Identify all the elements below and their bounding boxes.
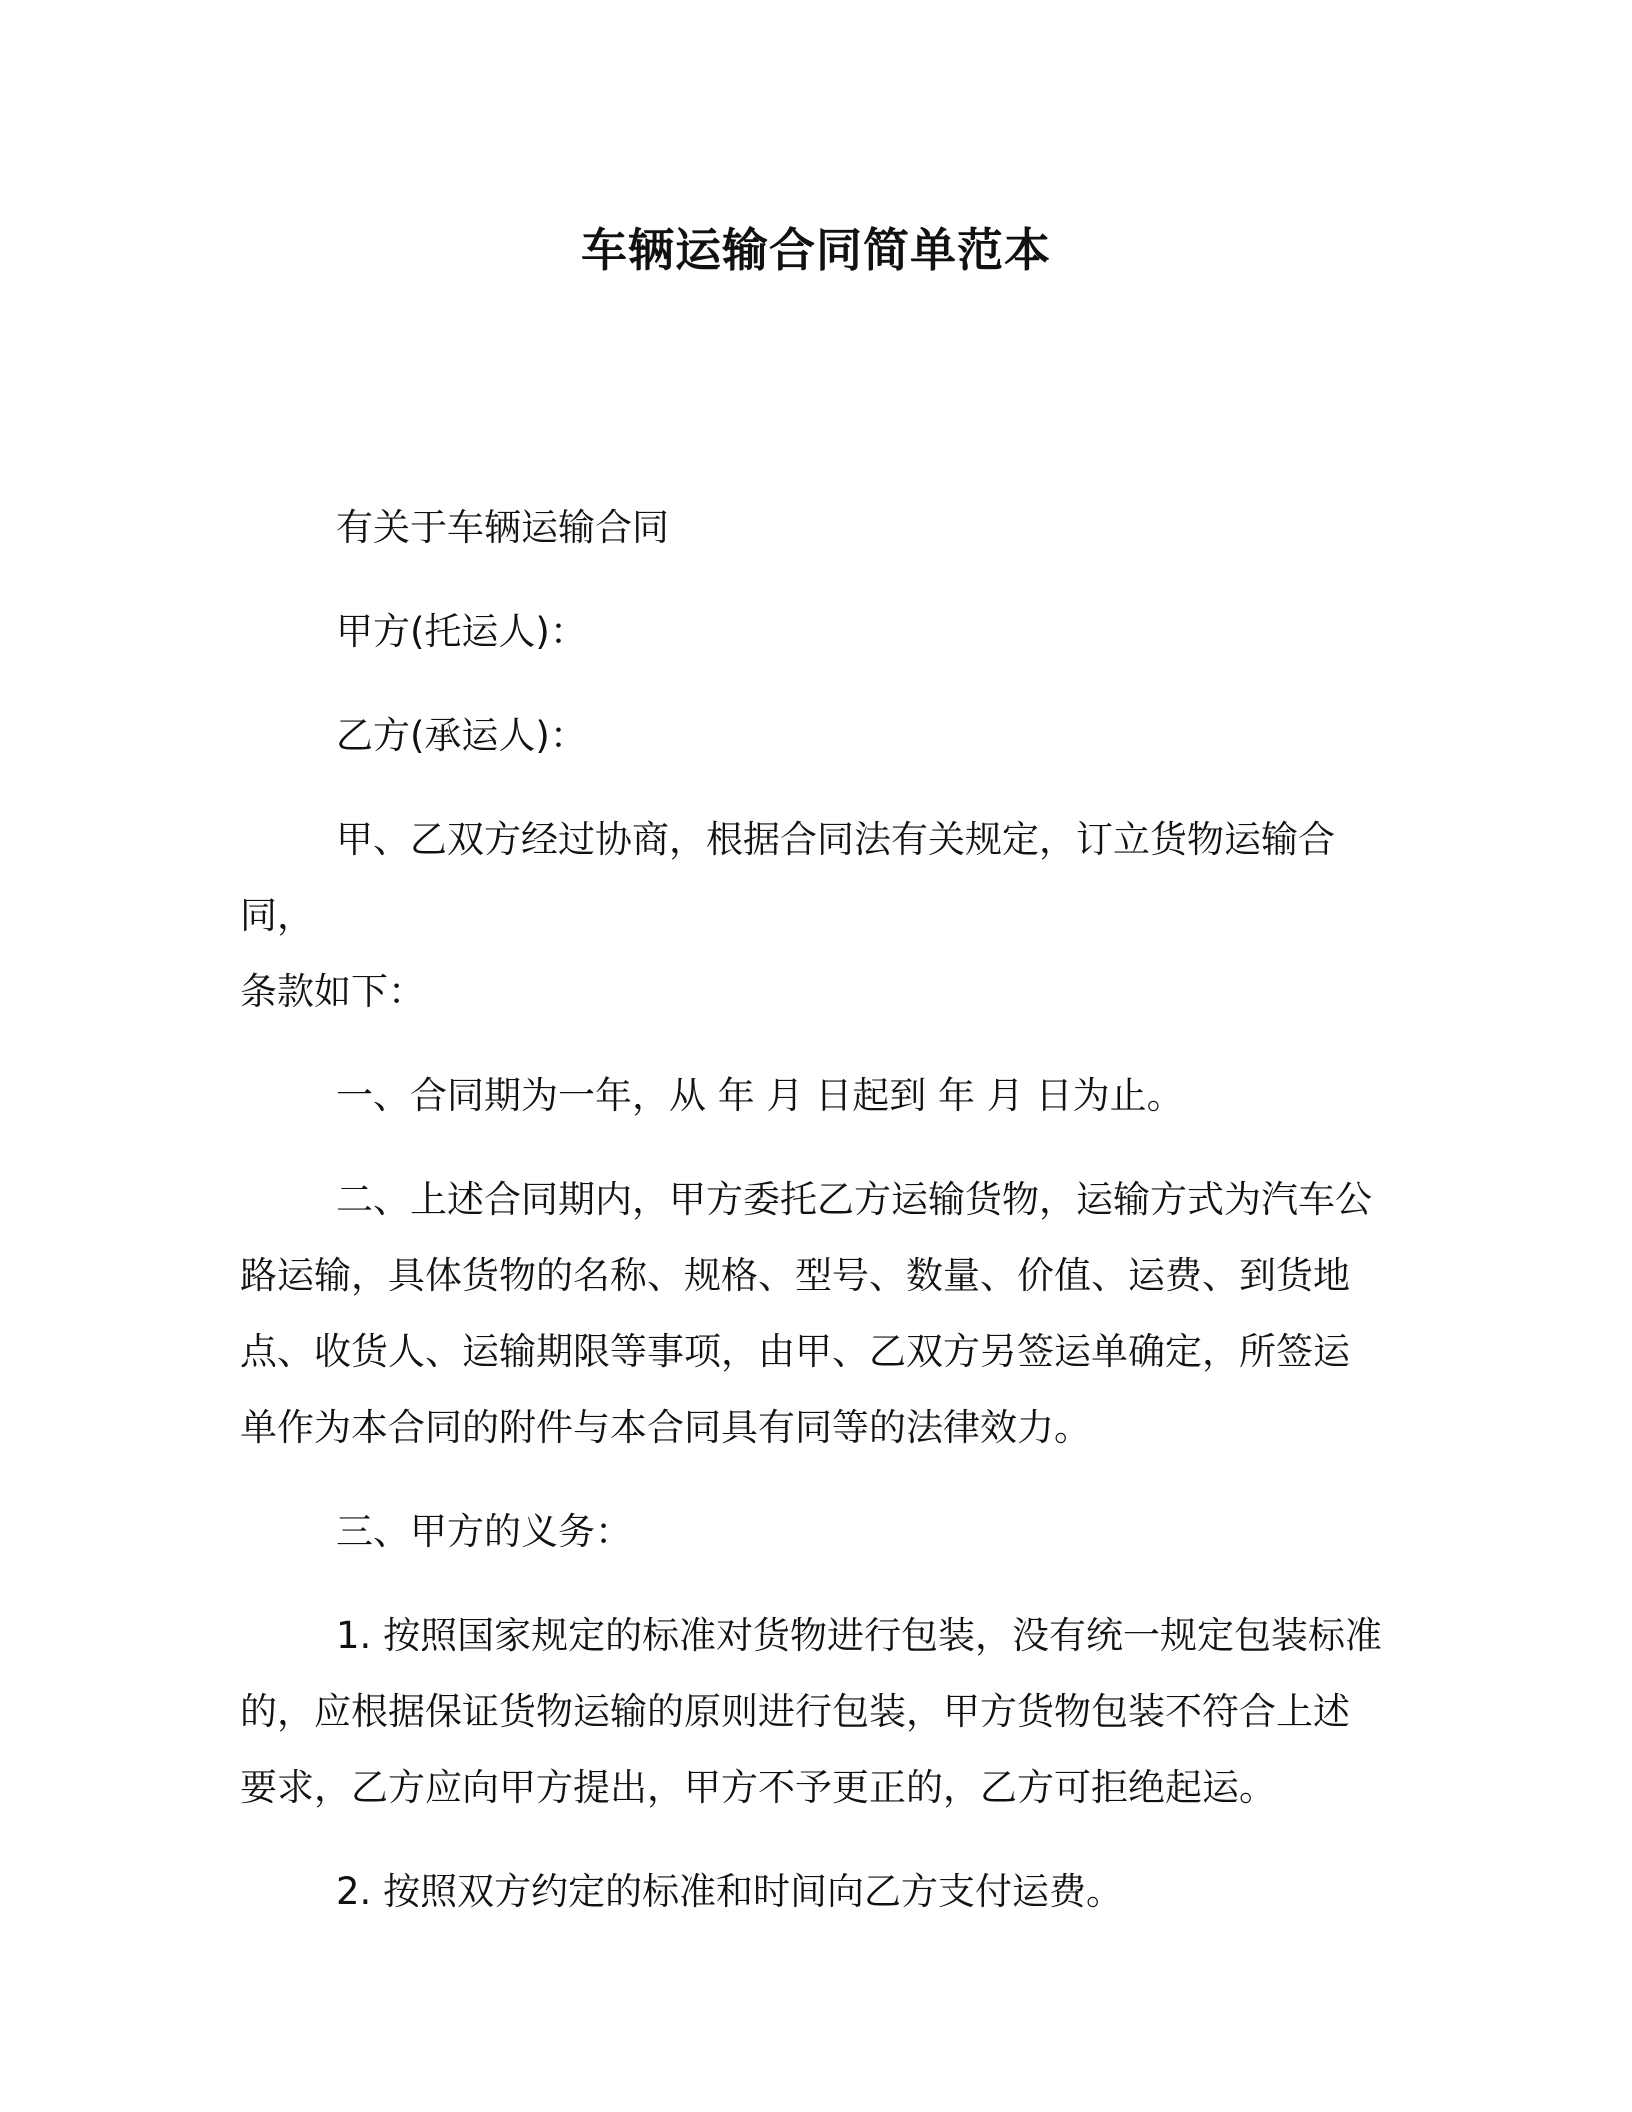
document-title: 车辆运输合同简单范本 — [581, 223, 1051, 277]
paragraph-clause-1 — [240, 1058, 1390, 1134]
paragraph-line: 一、合同期为一年，从 年 月 日起到 年 月 日为止。 — [336, 1074, 1184, 1117]
paragraph-agreement — [240, 802, 1390, 1030]
paragraph-line: 有关于车辆运输合同 — [336, 506, 669, 549]
paragraph-item-2 — [240, 1854, 1390, 1930]
paragraph-clause-3 — [240, 1494, 1390, 1570]
paragraph-line: 1. 按照国家规定的标准对货物进行包装，没有统一规定包装标准 — [336, 1614, 1383, 1657]
paragraph-line: 单作为本合同的附件与本合同具有同等的法律效力。 — [240, 1406, 1091, 1449]
paragraph-party-a — [240, 594, 1390, 670]
paragraph-line: 条款如下： — [240, 970, 425, 1013]
paragraph-line: 乙方(承运人)： — [336, 714, 587, 757]
paragraph-line: 点、收货人、运输期限等事项，由甲、乙双方另签运单确定，所签运 — [240, 1330, 1350, 1373]
paragraph-line: 三、甲方的义务： — [336, 1510, 632, 1553]
paragraph-heading — [240, 490, 1390, 566]
paragraph-line: 2. 按照双方约定的标准和时间向乙方支付运费。 — [336, 1870, 1124, 1913]
paragraph-clause-2 — [240, 1162, 1390, 1466]
paragraph-line: 甲、乙双方经过协商，根据合同法有关规定，订立货物运输合同， — [240, 818, 1335, 937]
paragraph-line: 路运输，具体货物的名称、规格、型号、数量、价值、运费、到货地 — [240, 1254, 1350, 1297]
paragraph-party-b — [240, 698, 1390, 774]
paragraph-item-1 — [240, 1598, 1390, 1826]
paragraph-line: 的，应根据保证货物运输的原则进行包装，甲方货物包装不符合上述 — [240, 1690, 1350, 1733]
document-body — [240, 490, 1390, 1958]
paragraph-line: 要求，乙方应向甲方提出，甲方不予更正的，乙方可拒绝起运。 — [240, 1766, 1276, 1809]
paragraph-line: 甲方(托运人)： — [336, 610, 587, 653]
paragraph-line: 二、上述合同期内，甲方委托乙方运输货物，运输方式为汽车公 — [336, 1178, 1372, 1221]
